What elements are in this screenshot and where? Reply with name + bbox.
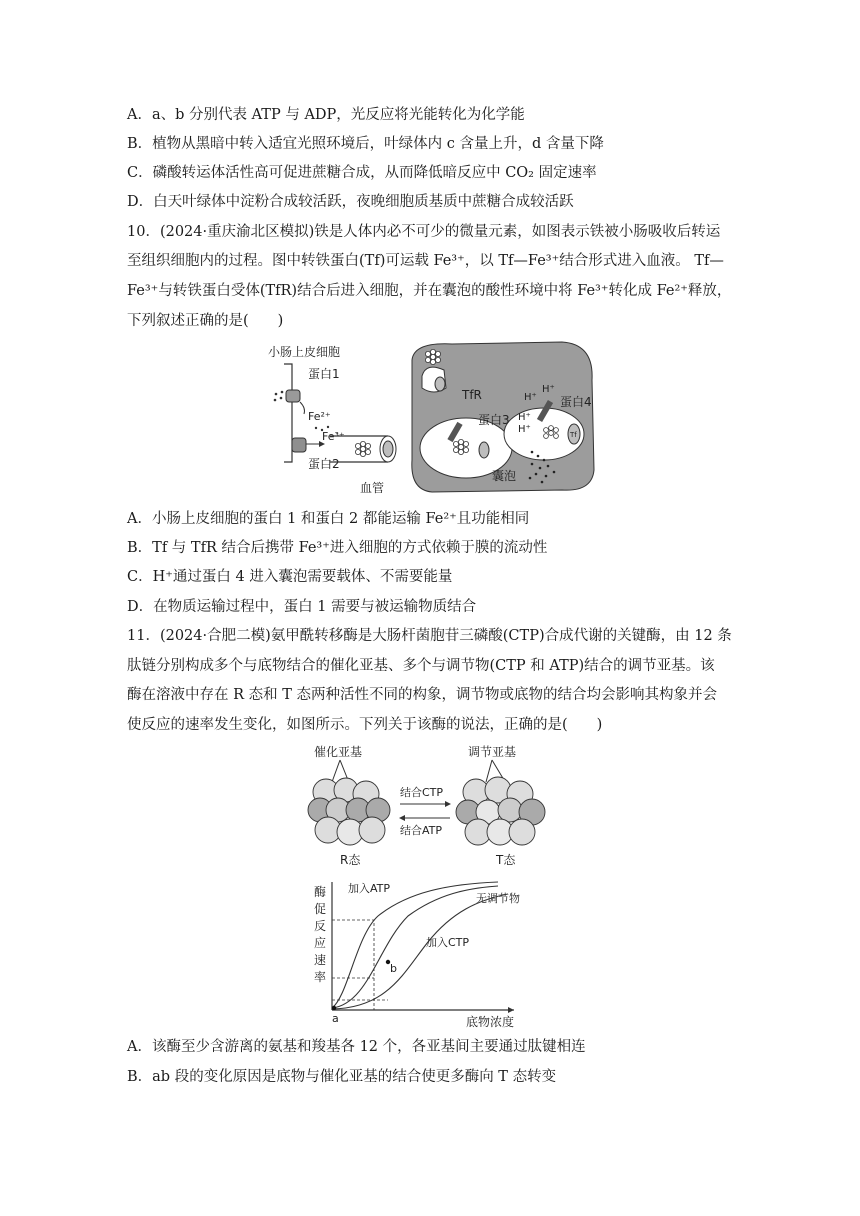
y-axis-label-char: 反 — [314, 919, 327, 933]
y-axis-label-char: 率 — [314, 970, 327, 984]
q10-option-c: C．H⁺通过蛋白 4 进入囊泡需要载体、不需要能量 — [127, 569, 453, 585]
svg-text:H⁺: H⁺ — [518, 424, 531, 435]
label-protein3: 蛋白3 — [478, 413, 510, 427]
label-fe3: Fe³⁺ — [322, 430, 345, 443]
q11-option-b: B．ab 段的变化原因是底物与催化亚基的结合使更多酶向 T 态转变 — [127, 1069, 557, 1085]
q10-stem-line-3: Fe³⁺与转铁蛋白受体(TfR)结合后进入细胞，并在囊泡的酸性环境中将 Fe³⁺转化成 Fe²⁺释放， — [127, 283, 732, 299]
point-marker — [332, 1006, 336, 1010]
q9-option-a: A．a、b 分别代表 ATP 与 ADP，光反应将光能转化为化学能 — [127, 107, 525, 123]
q9-option-d: D．白天叶绿体中淀粉合成较活跃，夜晚细胞质基质中蔗糖合成较活跃 — [127, 194, 574, 210]
q10-stem-line-1: 10．(2024·重庆渝北区模拟)铁是人体内必不可少的微量元素，如图表示铁被小肠吸收后转运 — [127, 224, 721, 240]
q11-stem-line-4: 使反应的速率发生变化，如图所示。下列关于该酶的说法，正确的是( ) — [127, 717, 603, 733]
label-tfr: TfR — [462, 388, 482, 402]
q11-stem-line-2: 肽链分别构成多个与底物结合的催化亚基、多个与调节物(CTP 和 ATP)结合的调节亚基。该 — [127, 658, 715, 674]
label-fe2: Fe²⁺ — [308, 410, 331, 423]
label-intestinal-cell: 小肠上皮细胞 — [268, 345, 341, 359]
q11-option-a: A．该酶至少含游离的氨基和羧基各 12 个，各亚基间主要通过肽键相连 — [127, 1039, 586, 1055]
q11-stem-line-1: 11．(2024·合肥二模)氨甲酰转移酶是大肠杆菌胞苷三磷酸(CTP)合成代谢的关键酶，由 12 条 — [127, 628, 732, 644]
y-axis-label-char: 应 — [314, 936, 327, 950]
series-label: 无调节物 — [476, 892, 520, 905]
series-line — [332, 886, 498, 1008]
label-r-state: R态 — [340, 853, 361, 867]
svg-text:Tf: Tf — [570, 431, 577, 439]
svg-text:H⁺: H⁺ — [524, 392, 537, 403]
label-vesicle: 囊泡 — [492, 469, 517, 483]
label-bind-ctp: 结合CTP — [400, 786, 444, 799]
q9-option-b: B．植物从黑暗中转入适宜光照环境后，叶绿体内 c 含量上升，d 含量下降 — [127, 136, 604, 152]
svg-text:H⁺: H⁺ — [518, 412, 531, 423]
label-protein2: 蛋白2 — [308, 457, 340, 471]
label-regulatory-subunit: 调节亚基 — [468, 745, 517, 759]
r-state-enzyme — [308, 778, 390, 845]
label-blood-vessel: 血管 — [360, 481, 385, 495]
iron-transport-figure — [262, 340, 602, 500]
q10-stem-line-2: 至组织细胞内的过程。图中转铁蛋白(Tf)可运载 Fe³⁺，以 Tf—Fe³⁺结合形式进入血液。 Tf— — [127, 253, 724, 269]
enzyme-rate-chart — [308, 876, 528, 1028]
label-catalytic-subunit: 催化亚基 — [314, 745, 363, 759]
cell-membrane — [284, 364, 292, 462]
q10-option-b: B．Tf 与 TfR 结合后携带 Fe³⁺进入细胞的方式依赖于膜的流动性 — [127, 540, 548, 556]
q10-stem-line-4: 下列叙述正确的是( ) — [127, 313, 284, 329]
q10-option-d: D．在物质运输过程中，蛋白 1 需要与被运输物质结合 — [127, 599, 477, 615]
svg-text:H⁺: H⁺ — [542, 384, 555, 395]
x-axis-label: 底物浓度 — [466, 1015, 515, 1028]
label-protein4: 蛋白4 — [560, 395, 592, 409]
series-line — [332, 882, 498, 1008]
q9-option-c: C．磷酸转运体活性高可促进蔗糖合成，从而降低暗反应中 CO₂ 固定速率 — [127, 165, 597, 181]
y-axis-label — [314, 884, 326, 984]
q11-stem-line-3: 酶在溶液中存在 R 态和 T 态两种活性不同的构象，调节物或底物的结合均会影响其构象并会 — [127, 687, 718, 703]
label-bind-atp: 结合ATP — [400, 824, 443, 837]
point-label: b — [390, 962, 397, 975]
y-axis-label-char: 酶 — [314, 885, 327, 899]
y-axis-label-char: 促 — [314, 902, 327, 916]
label-t-state: T态 — [496, 853, 516, 867]
y-axis-label-char: 速 — [314, 953, 327, 967]
protein2-shape — [292, 438, 306, 452]
q10-option-a: A．小肠上皮细胞的蛋白 1 和蛋白 2 都能运输 Fe²⁺且功能相同 — [127, 511, 530, 527]
series-label: 加入CTP — [426, 936, 470, 949]
t-state-enzyme — [456, 777, 545, 845]
point-label: a — [332, 1012, 339, 1025]
label-protein1: 蛋白1 — [308, 367, 340, 381]
series-label: 加入ATP — [348, 882, 391, 895]
enzyme-conformation-figure — [300, 740, 560, 870]
protein1-shape — [286, 390, 300, 402]
